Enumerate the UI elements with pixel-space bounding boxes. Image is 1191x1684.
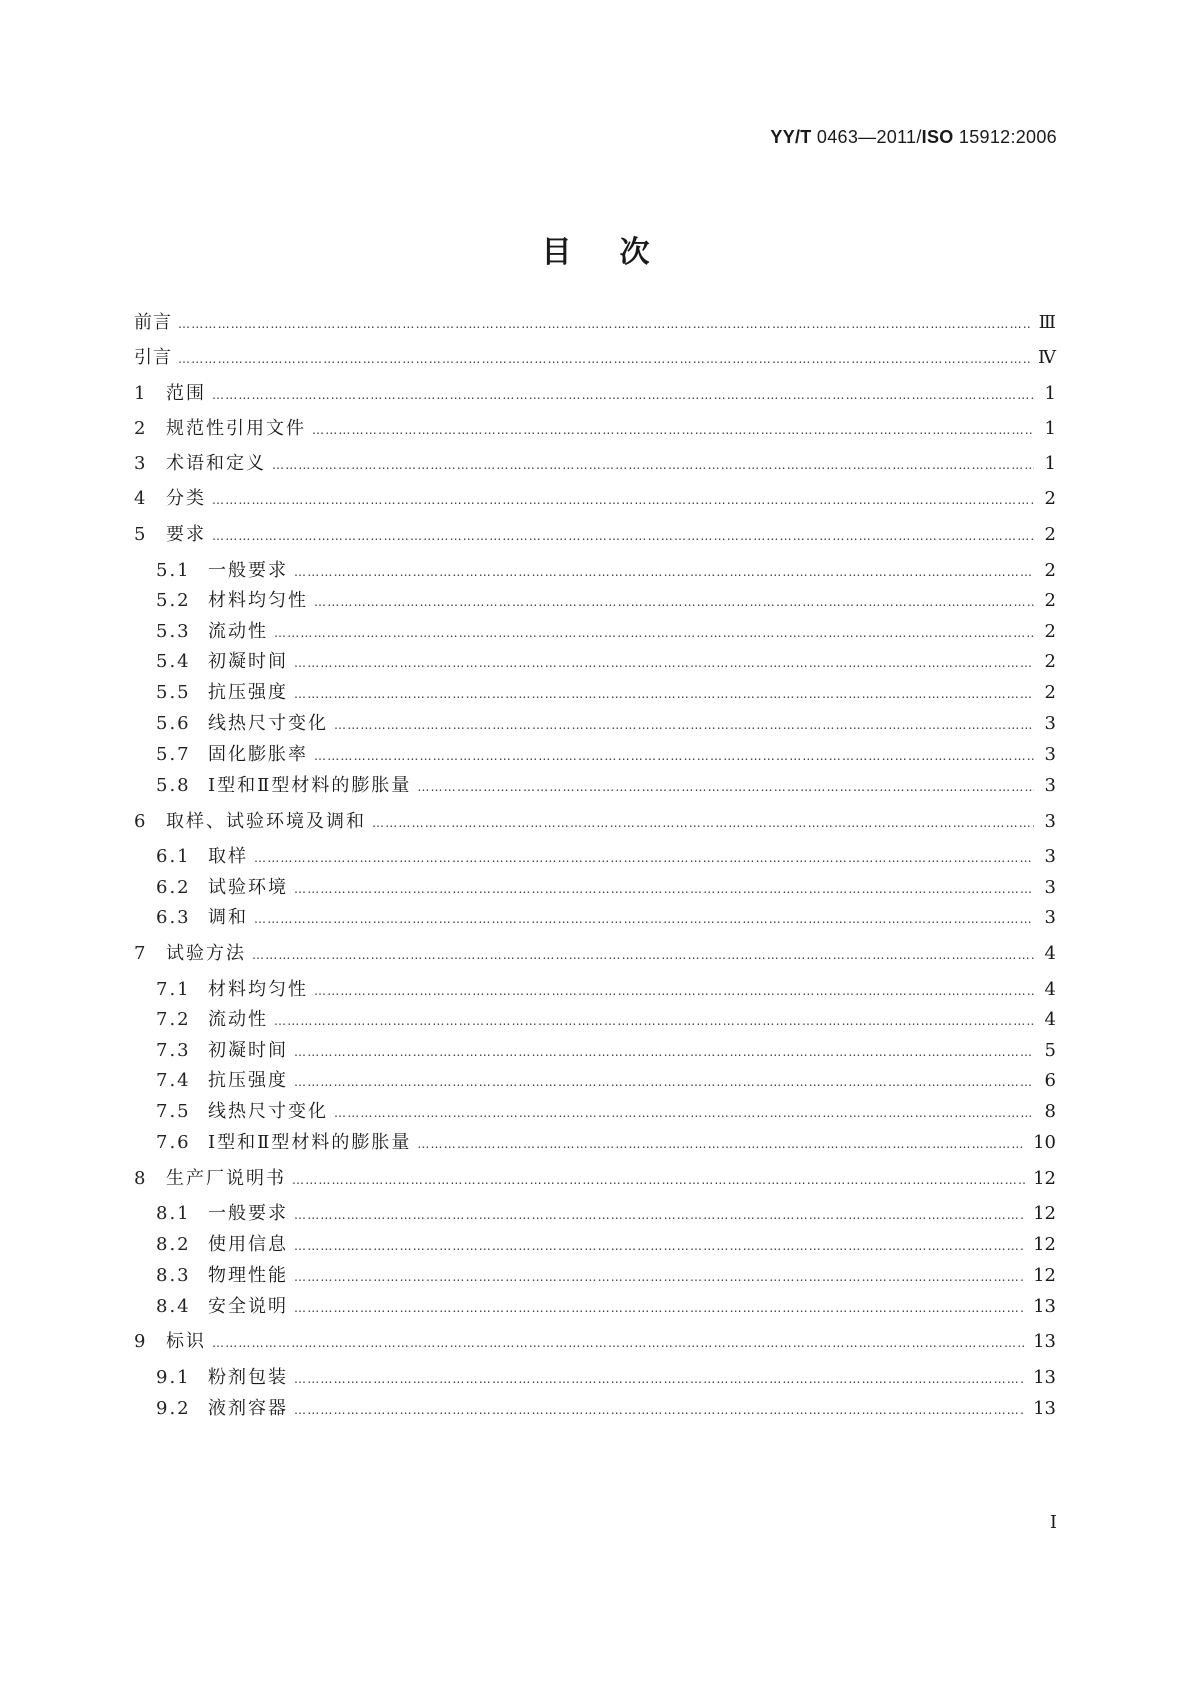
toc-entry-page: 2 [1044, 621, 1056, 642]
toc-entry-number: 5 [134, 524, 146, 545]
toc-entry-page: 2 [1044, 524, 1056, 545]
toc-entry-page: 12 [1033, 1265, 1056, 1286]
page-title: 目次 [541, 235, 698, 270]
toc-dot-leader [334, 1100, 1034, 1126]
toc-entry-page: 3 [1044, 846, 1056, 867]
toc-entry-page: 3 [1044, 713, 1056, 734]
toc-dot-leader [294, 1233, 1025, 1259]
toc-entry-number: 9.1 [156, 1367, 191, 1388]
toc-entry[interactable] [156, 1294, 1056, 1320]
toc-entry-label: 材料均匀性 [208, 590, 308, 611]
toc-dot-leader [274, 620, 1034, 646]
toc-entry[interactable] [156, 619, 1056, 645]
toc-entry-page: 10 [1033, 1132, 1056, 1153]
toc-dot-leader [254, 845, 1034, 871]
toc-entry-page: 12 [1033, 1234, 1056, 1255]
toc-entry-page: 3 [1044, 907, 1056, 928]
toc-entry[interactable] [156, 1130, 1056, 1156]
toc-entry[interactable] [156, 1232, 1056, 1258]
toc-entry[interactable] [156, 649, 1056, 675]
toc-entry-label: 调和 [208, 907, 248, 928]
toc-entry-label: Ⅰ型和Ⅱ型材料的膨胀量 [208, 1132, 412, 1153]
toc-entry-page: 12 [1033, 1203, 1056, 1224]
toc-dot-leader [294, 876, 1034, 902]
toc-entry-label: 线热尺寸变化 [208, 713, 328, 734]
toc-entry-page: 13 [1033, 1398, 1056, 1419]
standard-code [770, 127, 1057, 148]
toc-entry-number: 7.4 [156, 1070, 191, 1091]
toc-entry-label: 线热尺寸变化 [208, 1101, 328, 1122]
toc-entry[interactable] [134, 416, 1056, 442]
toc-entry[interactable] [156, 588, 1056, 614]
toc-entry-number: 5.4 [156, 651, 191, 672]
toc-dot-leader [417, 1131, 1025, 1157]
toc-entry-number: 2 [134, 418, 146, 439]
toc-entry-page: 13 [1033, 1331, 1056, 1352]
toc-entry-label: 生产厂说明书 [166, 1168, 286, 1189]
toc-entry-page: 3 [1044, 811, 1056, 832]
toc-entry[interactable] [134, 522, 1056, 548]
toc-dot-leader [212, 487, 1034, 513]
toc-entry-number: 7.3 [156, 1040, 191, 1061]
toc-entry-label: 初凝时间 [208, 651, 288, 672]
toc-entry-number: 5.3 [156, 621, 191, 642]
toc-entry-page: 6 [1044, 1070, 1056, 1091]
toc-dot-leader [292, 1167, 1025, 1193]
toc-dot-leader [294, 681, 1034, 707]
toc-entry[interactable] [156, 1038, 1056, 1064]
toc-entry-number: 5.1 [156, 560, 191, 581]
toc-entry-label: 抗压强度 [208, 682, 288, 703]
toc-entry-page: 5 [1044, 1040, 1056, 1061]
toc-entry-number: 8 [134, 1168, 146, 1189]
toc-entry-label: 术语和定义 [166, 453, 266, 474]
toc-entry-page: 8 [1044, 1101, 1056, 1122]
standard-number: 0463—2011/ [811, 127, 922, 147]
toc-entry-page: 1 [1044, 418, 1056, 439]
toc-entry-label: 取样、试验环境及调和 [166, 811, 366, 832]
toc-entry-label: 前言 [134, 312, 172, 333]
toc-entry-page: 12 [1033, 1168, 1056, 1189]
toc-entry[interactable] [134, 345, 1056, 371]
toc-entry[interactable] [156, 558, 1056, 584]
toc-entry-page: 1 [1044, 383, 1056, 404]
toc-dot-leader [314, 743, 1034, 769]
toc-entry-number: 5.7 [156, 744, 191, 765]
toc-entry-number: 3 [134, 453, 146, 474]
toc-entry-number: 6.1 [156, 846, 191, 867]
toc-entry-label: 材料均匀性 [208, 979, 308, 1000]
iso-prefix: ISO [921, 127, 954, 147]
toc-dot-leader [294, 1264, 1025, 1290]
toc-entry-number: 7.6 [156, 1132, 191, 1153]
toc-entry-page: 4 [1044, 1009, 1056, 1030]
toc-entry-label: 流动性 [208, 621, 268, 642]
toc-entry-number: 5.2 [156, 590, 191, 611]
toc-entry[interactable] [156, 711, 1056, 737]
toc-dot-leader [294, 559, 1034, 585]
toc-entry[interactable] [156, 1201, 1056, 1227]
toc-entry[interactable] [156, 1068, 1056, 1094]
page-number: I [1049, 1512, 1057, 1533]
toc-entry-number: 5.8 [156, 775, 191, 796]
toc-entry-page: 2 [1044, 560, 1056, 581]
toc-entry-page: Ⅲ [1038, 312, 1056, 333]
toc-dot-leader [294, 1295, 1025, 1321]
toc-dot-leader [178, 346, 1030, 372]
toc-entry[interactable] [134, 1329, 1056, 1355]
toc-entry-number: 7 [134, 943, 146, 964]
toc-entry-label: 抗压强度 [208, 1070, 288, 1091]
toc-entry[interactable] [156, 773, 1056, 799]
toc-entry-label: 粉剂包装 [208, 1367, 288, 1388]
toc-entry[interactable] [156, 680, 1056, 706]
toc-entry-number: 8.3 [156, 1265, 191, 1286]
toc-dot-leader [294, 1069, 1034, 1095]
toc-entry[interactable] [156, 1396, 1056, 1422]
toc-entry[interactable] [156, 905, 1056, 931]
toc-entry-label: 分类 [166, 488, 206, 509]
toc-entry-page: 3 [1044, 744, 1056, 765]
toc-entry-number: 5.5 [156, 682, 191, 703]
toc-entry-label: Ⅰ型和Ⅱ型材料的膨胀量 [208, 775, 412, 796]
toc-entry[interactable] [134, 451, 1056, 477]
toc-entry-page: 2 [1044, 590, 1056, 611]
toc-entry[interactable] [134, 1166, 1056, 1192]
toc-entry-label: 范围 [166, 383, 206, 404]
toc-entry[interactable] [134, 486, 1056, 512]
toc-dot-leader [274, 1008, 1034, 1034]
toc-entry-number: 7.2 [156, 1009, 191, 1030]
toc-entry[interactable] [156, 1007, 1056, 1033]
toc-entry-page: 2 [1044, 488, 1056, 509]
toc-entry-page: Ⅳ [1038, 347, 1056, 368]
toc-entry-number: 6.2 [156, 877, 191, 898]
toc-entry-number: 9 [134, 1331, 146, 1352]
toc-entry[interactable] [134, 381, 1056, 407]
toc-entry-page: 4 [1044, 979, 1056, 1000]
toc-entry-page: 3 [1044, 877, 1056, 898]
toc-entry-label: 一般要求 [208, 560, 288, 581]
toc-dot-leader [272, 452, 1034, 478]
toc-entry[interactable] [134, 941, 1056, 967]
toc-dot-leader [294, 1397, 1025, 1423]
toc-dot-leader [178, 311, 1031, 337]
toc-dot-leader [314, 589, 1034, 615]
toc-entry[interactable] [156, 977, 1056, 1003]
toc-entry-number: 8.4 [156, 1296, 191, 1317]
toc-dot-leader [314, 978, 1034, 1004]
toc-entry-page: 2 [1044, 651, 1056, 672]
toc-entry[interactable] [156, 1365, 1056, 1391]
toc-dot-leader [294, 1039, 1034, 1065]
toc-entry-label: 固化膨胀率 [208, 744, 308, 765]
toc-dot-leader [212, 382, 1034, 408]
toc-entry-number: 5.6 [156, 713, 191, 734]
toc-dot-leader [212, 523, 1034, 549]
toc-entry-page: 2 [1044, 682, 1056, 703]
toc-entry[interactable] [134, 310, 1056, 336]
toc-entry-label: 流动性 [208, 1009, 268, 1030]
toc-dot-leader [334, 712, 1034, 738]
toc-entry-label: 试验环境 [208, 877, 288, 898]
toc-entry-page: 4 [1044, 943, 1056, 964]
toc-entry[interactable] [156, 1099, 1056, 1125]
toc-dot-leader [252, 942, 1034, 968]
toc-dot-leader [372, 810, 1034, 836]
toc-entry[interactable] [134, 809, 1056, 835]
toc-entry-label: 使用信息 [208, 1234, 288, 1255]
standard-prefix: YY/T [770, 127, 812, 147]
toc-entry-number: 6 [134, 811, 146, 832]
toc-entry-page: 13 [1033, 1367, 1056, 1388]
toc-dot-leader [312, 417, 1034, 443]
toc-entry[interactable] [156, 844, 1056, 870]
toc-dot-leader [417, 774, 1034, 800]
toc-entry-label: 试验方法 [166, 943, 246, 964]
toc-entry-number: 7.1 [156, 979, 191, 1000]
toc-entry-number: 8.1 [156, 1203, 191, 1224]
toc-entry[interactable] [156, 742, 1056, 768]
toc-entry-label: 液剂容器 [208, 1398, 288, 1419]
toc-entry-label: 一般要求 [208, 1203, 288, 1224]
toc-dot-leader [294, 650, 1034, 676]
toc-entry-label: 物理性能 [208, 1265, 288, 1286]
toc-entry-label: 要求 [166, 524, 206, 545]
toc-entry-page: 13 [1033, 1296, 1056, 1317]
toc-entry[interactable] [156, 1263, 1056, 1289]
toc-dot-leader [254, 906, 1034, 932]
toc-entry-number: 4 [134, 488, 146, 509]
toc-entry-number: 7.5 [156, 1101, 191, 1122]
toc-entry-label: 安全说明 [208, 1296, 288, 1317]
toc-entry-label: 取样 [208, 846, 248, 867]
toc-entry[interactable] [156, 875, 1056, 901]
toc-entry-page: 3 [1044, 775, 1056, 796]
toc-entry-page: 1 [1044, 453, 1056, 474]
toc-entry-label: 标识 [166, 1331, 206, 1352]
toc-entry-label: 引言 [134, 347, 172, 368]
toc-dot-leader [294, 1202, 1025, 1228]
toc-dot-leader [212, 1330, 1025, 1356]
toc-entry-number: 6.3 [156, 907, 191, 928]
toc-entry-number: 1 [134, 383, 146, 404]
iso-number: 15912:2006 [953, 127, 1057, 147]
toc-dot-leader [294, 1366, 1025, 1392]
toc-entry-label: 规范性引用文件 [166, 418, 306, 439]
toc-entry-number: 9.2 [156, 1398, 191, 1419]
toc-entry-label: 初凝时间 [208, 1040, 288, 1061]
toc-entry-number: 8.2 [156, 1234, 191, 1255]
